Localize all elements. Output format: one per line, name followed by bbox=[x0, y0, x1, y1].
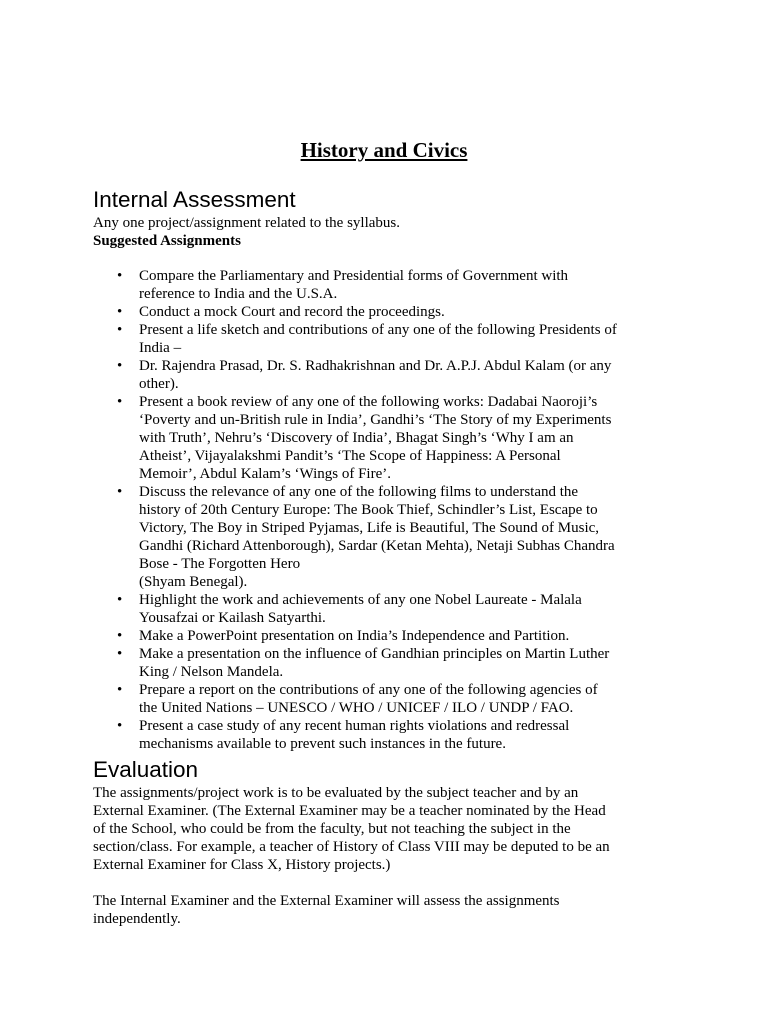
list-item-text: Make a presentation on the influence of Gandhian principles on Martin Luther King / Nelson Mandela. bbox=[139, 646, 610, 680]
bullet-icon: • bbox=[117, 322, 123, 338]
list-item-text: Conduct a mock Court and record the proceedings. bbox=[139, 304, 445, 320]
list-item-text: Discuss the relevance of any one of the following films to understand the history of 20th Century Europe: The Book Thief, Schindler’s List, Escape to Victory, The Boy in Striped Pyjamas, Life is Beautiful, The Sound of Music, Gandhi (Richard Attenborough), Sardar (Ketan Mehta), Netaji Subhas Chandra Bose - The Forgotten Hero (Shyam Benegal). bbox=[139, 484, 615, 590]
bullet-icon: • bbox=[117, 358, 123, 374]
list-item bbox=[93, 681, 683, 717]
list-item bbox=[93, 591, 683, 627]
list-item bbox=[93, 483, 683, 591]
bullet-icon: • bbox=[117, 646, 123, 662]
evaluation-heading: Evaluation bbox=[93, 757, 199, 782]
list-item-text: Prepare a report on the contributions of any one of the following agencies of the United Nations – UNESCO / WHO / UNICEF / ILO / UNDP / FAO. bbox=[139, 682, 598, 716]
evaluation-paragraph-1: The assignments/project work is to be evaluated by the subject teacher and by an External Examiner. (The External Examiner may be a teacher nominated by the Head of the School, who could be from the faculty, but not teaching the subject in the section/class. For example, a teacher of History of Class VIII may be deputed to be an External Examiner for Class X, History projects.) bbox=[93, 785, 610, 873]
internal-assessment-heading: Internal Assessment bbox=[93, 187, 296, 212]
list-item bbox=[93, 321, 683, 357]
bullet-icon: • bbox=[117, 628, 123, 644]
internal-assessment-intro: Any one project/assignment related to the syllabus. bbox=[93, 215, 401, 231]
bullet-icon: • bbox=[117, 484, 123, 500]
bullet-icon: • bbox=[117, 394, 123, 410]
list-item-text: Make a PowerPoint presentation on India’s Independence and Partition. bbox=[139, 628, 570, 644]
evaluation-paragraph-2: The Internal Examiner and the External Examiner will assess the assignments independently. bbox=[93, 893, 560, 927]
suggested-assignments-list bbox=[93, 267, 683, 753]
page-title: History and Civics bbox=[300, 138, 468, 162]
list-item-text: Present a book review of any one of the following works: Dadabai Naoroji’s ‘Poverty and un-British rule in India’, Gandhi’s ‘The Story of my Experiments with Truth’, Nehru’s ‘Discovery of India’, Bhagat Singh’s ‘Why I am an Atheist’, Vijayalakshmi Pandit’s ‘The Scope of Happiness: A Personal Memoir’, Abdul Kalam’s ‘Wings of Fire’. bbox=[139, 394, 612, 482]
list-item-text: Compare the Parliamentary and Presidential forms of Government with reference to India and the U.S.A. bbox=[139, 268, 569, 302]
list-item bbox=[93, 303, 683, 321]
list-item bbox=[93, 717, 683, 753]
bullet-icon: • bbox=[117, 718, 123, 734]
bullet-icon: • bbox=[117, 592, 123, 608]
list-item-text: Present a life sketch and contributions of any one of the following Presidents of India – bbox=[139, 322, 617, 356]
bullet-icon: • bbox=[117, 268, 123, 284]
list-item-text: Highlight the work and achievements of any one Nobel Laureate - Malala Yousafzai or Kailash Satyarthi. bbox=[139, 592, 582, 626]
suggested-assignments-subheading: Suggested Assignments bbox=[93, 233, 241, 249]
list-item bbox=[93, 627, 683, 645]
list-item bbox=[93, 393, 683, 483]
list-item bbox=[93, 267, 683, 303]
list-item-text: Present a case study of any recent human rights violations and redressal mechanisms available to prevent such instances in the future. bbox=[139, 718, 570, 752]
bullet-icon: • bbox=[117, 682, 123, 698]
list-item bbox=[93, 357, 683, 393]
list-item bbox=[93, 645, 683, 681]
bullet-icon: • bbox=[117, 304, 123, 320]
list-item-text: Dr. Rajendra Prasad, Dr. S. Radhakrishnan and Dr. A.P.J. Abdul Kalam (or any other). bbox=[139, 358, 612, 392]
